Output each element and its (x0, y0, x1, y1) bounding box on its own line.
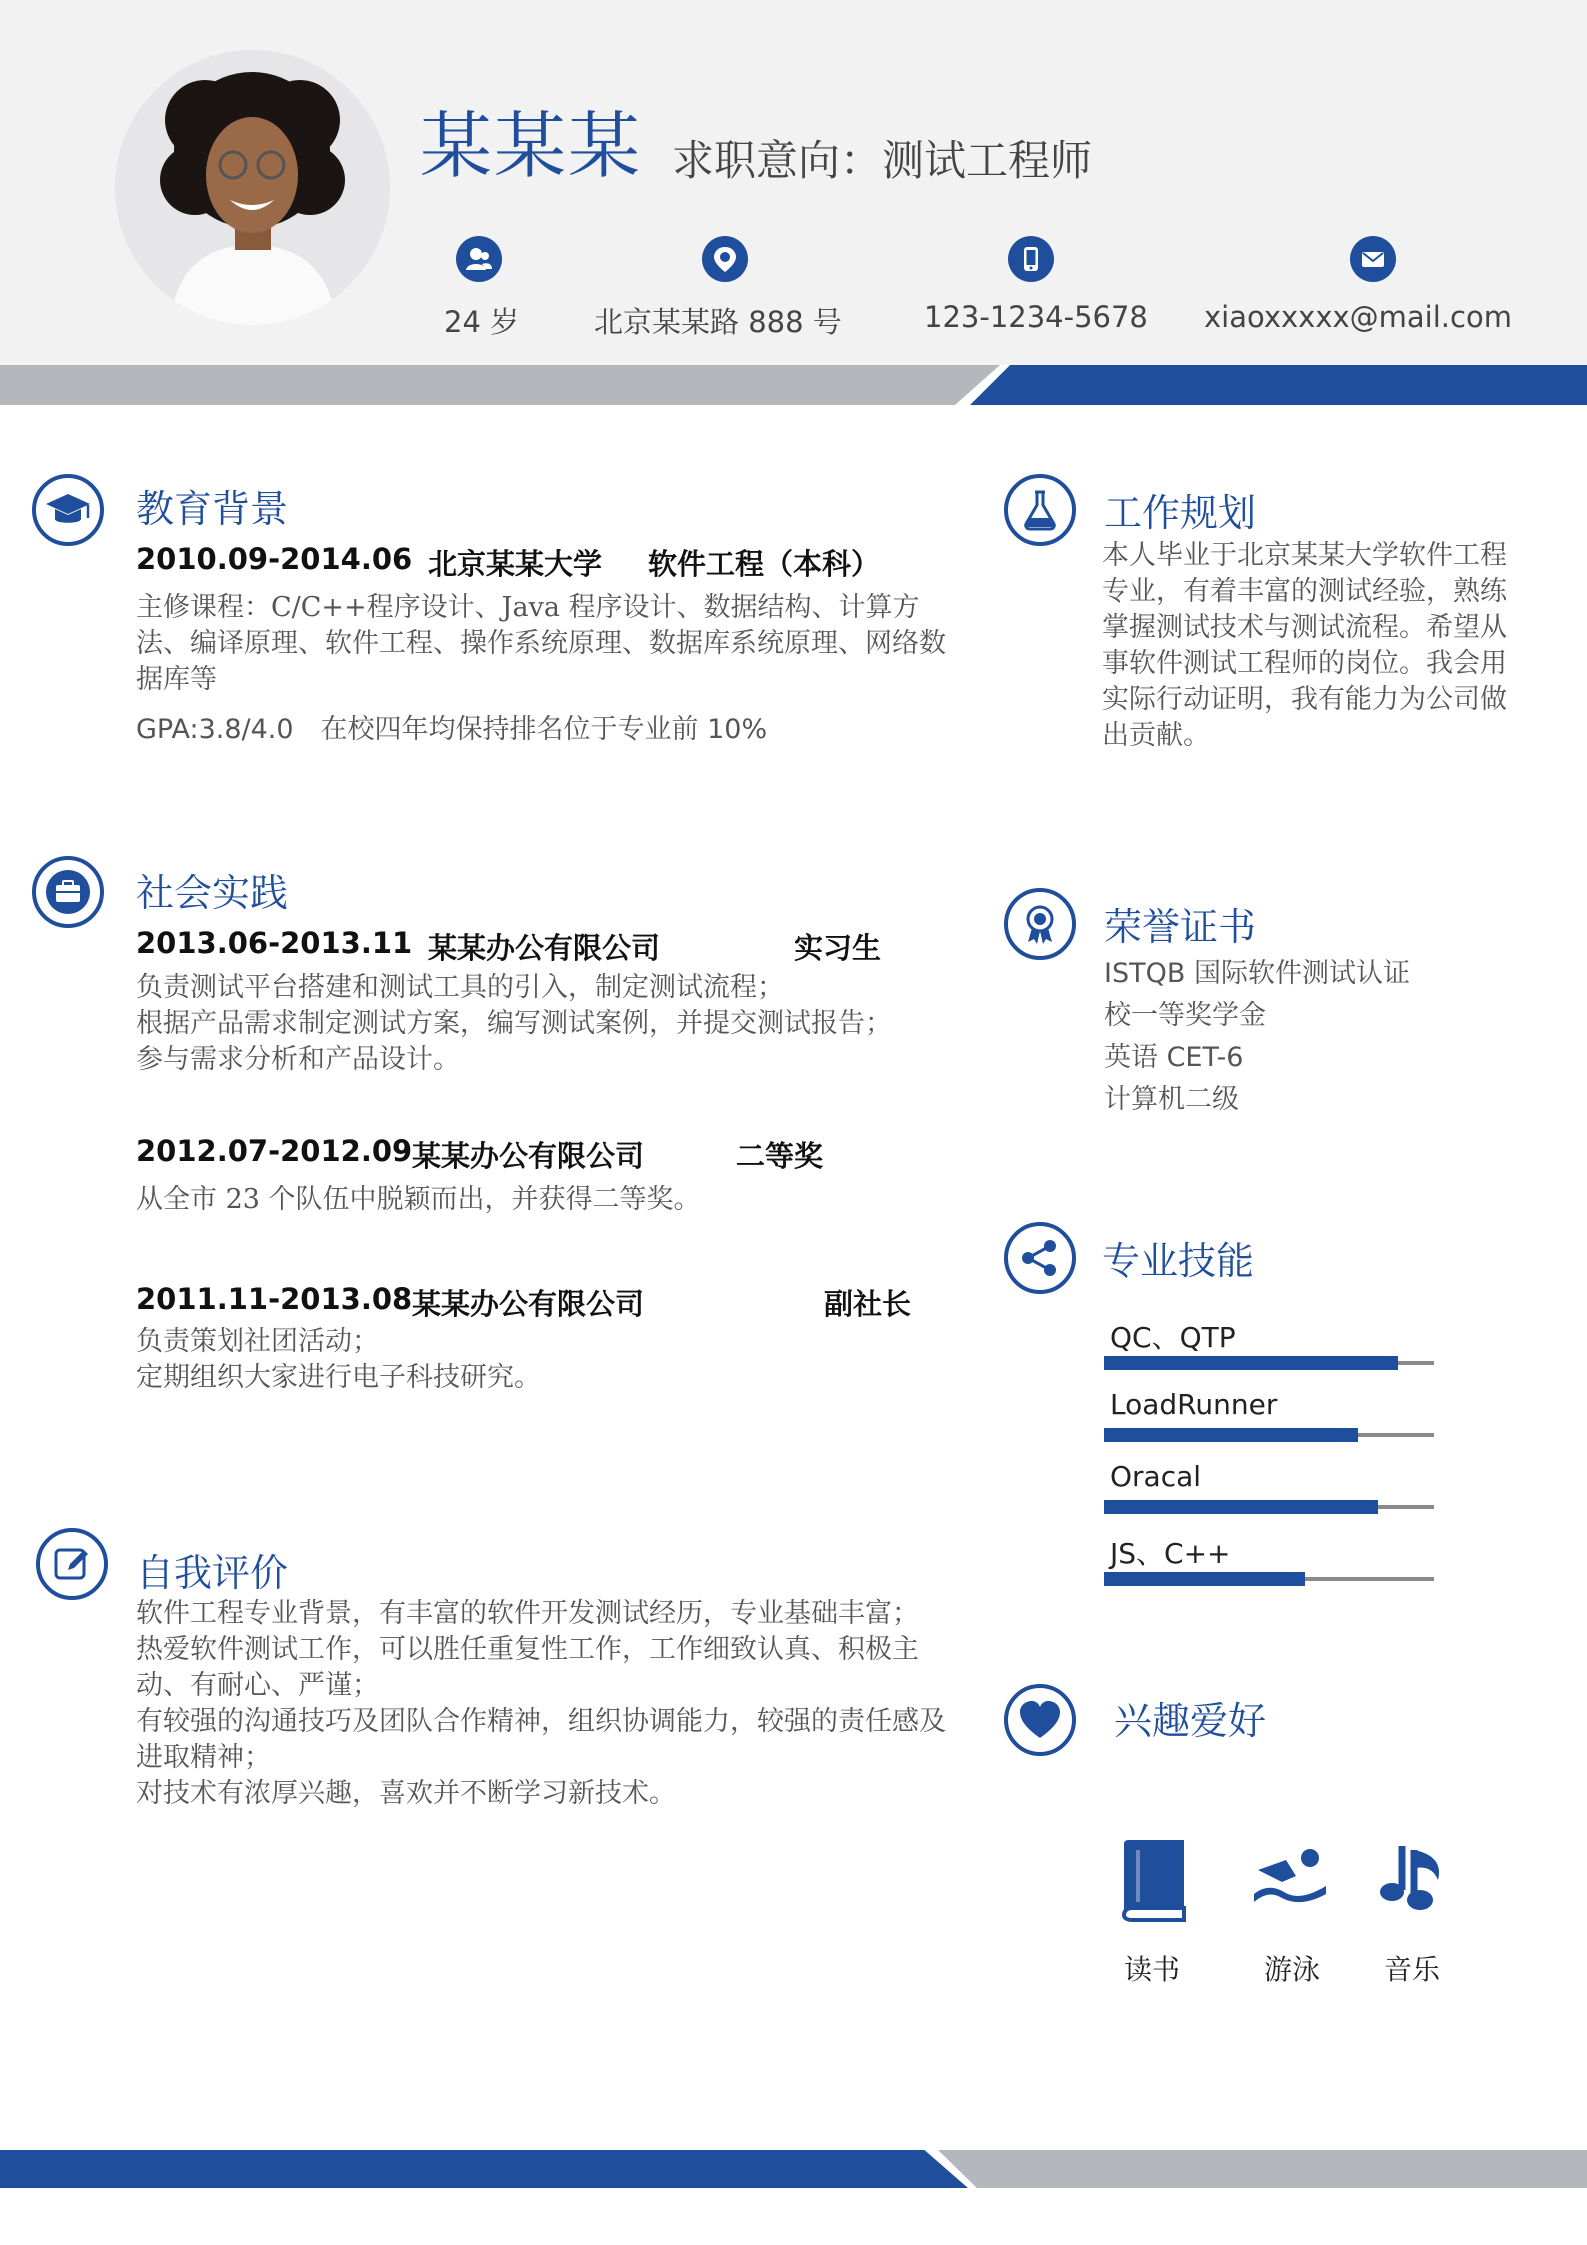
hobby-label: 音乐 (1383, 1953, 1440, 1986)
practice-period: 2011.11-2013.08 (136, 1282, 413, 1316)
honor-item: 计算机二级 (1104, 1084, 1239, 1115)
mail-icon (1350, 236, 1396, 282)
practice-role: 副社长 (824, 1287, 912, 1321)
honor-item: 校一等奖学金 (1104, 1000, 1266, 1031)
contact-email: xiaoxxxxx@mail.com (1204, 300, 1512, 334)
skill-level-bar (1104, 1356, 1398, 1370)
skill-level-bar (1104, 1428, 1358, 1442)
self-eval-line: 软件工程专业背景，有丰富的软件开发测试经历，专业基础丰富； (136, 1598, 919, 1629)
location-icon (702, 236, 748, 282)
share-icon (1004, 1222, 1076, 1294)
briefcase-icon (32, 856, 104, 928)
skill-label: LoadRunner (1110, 1388, 1278, 1421)
flask-icon (1004, 474, 1076, 546)
hobbies-title: 兴趣爱好 (1114, 1699, 1267, 1743)
practice-role: 实习生 (794, 931, 882, 965)
edit-icon (36, 1528, 108, 1600)
self-eval-line: 对技术有浓厚兴趣，喜欢并不断学习新技术。 (136, 1778, 676, 1809)
self-eval-line: 热爱软件测试工作，可以胜任重复性工作，工作细致认真、积极主动、有耐心、严谨； (136, 1634, 919, 1701)
practice-company: 某某办公有限公司 (412, 1287, 645, 1321)
skill-level-bar (1104, 1500, 1378, 1514)
footer-band-gray (938, 2150, 1587, 2188)
practice-period: 2012.07-2012.09 (136, 1134, 413, 1168)
self-eval-title: 自我评价 (136, 1551, 289, 1595)
honor-item: 英语 CET-6 (1104, 1042, 1244, 1073)
swim-icon (1252, 1846, 1328, 1916)
practice-line: 从全市 23 个队伍中脱颖而出，并获得二等奖。 (136, 1184, 701, 1215)
skill-label: JS、C++ (1110, 1537, 1231, 1570)
practice-line: 根据产品需求制定测试方案，编写测试案例，并提交测试报告； (136, 1008, 892, 1039)
contact-phone: 123-1234-5678 (924, 300, 1148, 334)
header-band-gray (0, 365, 1000, 405)
user-icon (456, 236, 502, 282)
hobby-label: 游泳 (1263, 1953, 1320, 1986)
honor-item: ISTQB 国际软件测试认证 (1104, 958, 1410, 989)
contact-age: 24 岁 (444, 305, 520, 339)
contact-address: 北京某某路 888 号 (594, 305, 842, 339)
avatar (115, 50, 390, 325)
practice-line: 负责策划社团活动； (136, 1326, 379, 1357)
skill-level-bar (1104, 1572, 1305, 1586)
footer-band-blue (0, 2150, 968, 2188)
person-name: 某某某 (420, 104, 643, 188)
practice-role: 二等奖 (736, 1139, 824, 1173)
education-courses: 主修课程：C/C++程序设计、Java 程序设计、数据结构、计算方法、编译原理、软件工程、操作系统原理、数据库系统原理、网络数据库等 (136, 592, 946, 695)
job-intent: 求职意向：测试工程师 (672, 136, 1093, 185)
practice-line: 负责测试平台搭建和测试工具的引入，制定测试流程； (136, 972, 784, 1003)
skill-label: QC、QTP (1110, 1321, 1236, 1354)
practice-company: 某某办公有限公司 (412, 1139, 645, 1173)
work-plan-text: 本人毕业于北京某某大学软件工程专业，有着丰富的测试经验，熟练掌握测试技术与测试流程。希望从事软件测试工程师的岗位。我会用实际行动证明，我有能力为公司做出贡献。 (1102, 540, 1507, 751)
practice-title: 社会实践 (136, 871, 289, 915)
phone-icon (1008, 236, 1054, 282)
heart-icon (1004, 1684, 1076, 1756)
skill-label: Oracal (1110, 1460, 1202, 1493)
education-title: 教育背景 (136, 487, 289, 531)
practice-line: 定期组织大家进行电子科技研究。 (136, 1362, 541, 1393)
graduation-cap-icon (32, 474, 104, 546)
avatar-portrait (115, 50, 390, 325)
book-icon (1114, 1838, 1190, 1926)
self-eval-line: 有较强的沟通技巧及团队合作精神，组织协调能力，较强的责任感及进取精神； (136, 1706, 946, 1773)
practice-period: 2013.06-2013.11 (136, 926, 413, 960)
skills-title: 专业技能 (1102, 1239, 1255, 1283)
work-plan-title: 工作规划 (1104, 491, 1257, 535)
education-gpa: GPA:3.8/4.0 在校四年均保持排名位于专业前 10% (136, 714, 768, 745)
honors-title: 荣誉证书 (1104, 905, 1257, 949)
education-period: 2010.09-2014.06 (136, 542, 413, 576)
hobby-label: 读书 (1123, 1953, 1180, 1986)
education-school: 北京某某大学 (428, 547, 603, 581)
award-icon (1004, 888, 1076, 960)
music-icon (1378, 1840, 1448, 1920)
education-major: 软件工程（本科） (648, 547, 881, 581)
practice-company: 某某办公有限公司 (428, 931, 661, 965)
practice-line: 参与需求分析和产品设计。 (136, 1044, 460, 1075)
header-band-blue (970, 365, 1587, 405)
